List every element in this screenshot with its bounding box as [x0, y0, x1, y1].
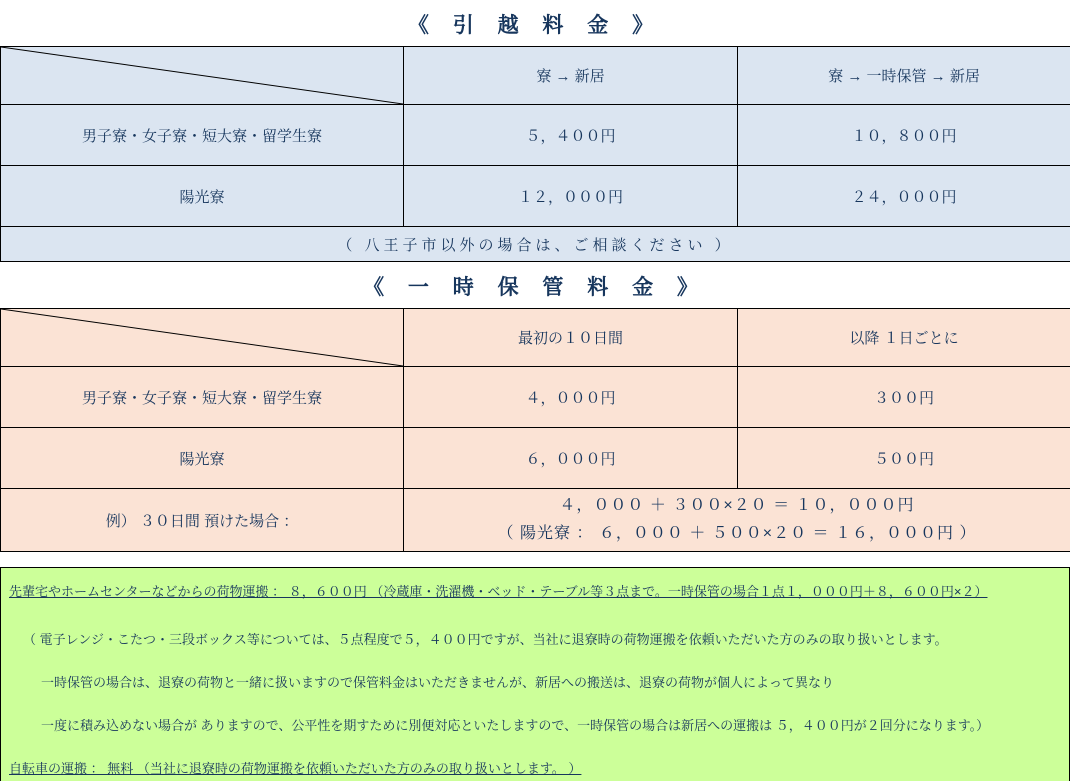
moving-note: （ 八王子市以外の場合は、ご相談ください ）	[1, 227, 1070, 262]
example-line-1: ４，０００ ＋ ３００×２０ ＝ １０，０００円	[559, 497, 915, 514]
note-small-items: （ 電子レンジ・こたつ・三段ボックス等については、５点程度で５，４００円ですが、当社に退寮時の荷物運搬を依頼いただいた方のみの取り扱いとします。	[23, 632, 948, 647]
moving-column-header-storage-new-home: 寮 → 一時保管 → 新居	[738, 47, 1070, 105]
table-row	[1, 166, 1070, 227]
storage-fee-table	[0, 308, 1070, 552]
table-row	[1, 105, 1070, 166]
fee-value: １２，０００円	[404, 166, 738, 227]
fee-value: ３００円	[738, 367, 1070, 428]
moving-note-row	[1, 227, 1070, 262]
fee-value: ６，０００円	[404, 428, 738, 489]
diagonal-line	[1, 309, 403, 366]
fee-value: ５，４００円	[404, 105, 738, 166]
example-label: 例） ３０日間 預けた場合 ：	[1, 489, 404, 552]
note-separate-delivery: 一度に積み込めない場合が ありますので、公平性を期すために別便対応といたしますので、一時保管の場合は新居への運搬は ５，４００円が２回分になります。）	[41, 718, 990, 733]
dorm-label: 陽光寮	[1, 428, 404, 489]
moving-header-row	[1, 47, 1070, 105]
note-luggage-transport: 先輩宅やホームセンターなどからの荷物運搬 ： ８，６００円 （冷蔵庫・洗濯機・ベッド・テーブル等３点まで。一時保管の場合１点１，０００円＋８，６００円×２）	[9, 584, 988, 599]
table-row	[1, 428, 1070, 489]
diagonal-line	[1, 47, 403, 104]
storage-example-row	[1, 489, 1070, 552]
dorm-label: 陽光寮	[1, 166, 404, 227]
fee-value: ５００円	[738, 428, 1070, 489]
storage-column-header-per-day: 以降 １日ごとに	[738, 309, 1070, 367]
example-calculation	[404, 489, 1070, 552]
note-bicycle-transport: 自転車の運搬 ： 無料 （当社に退寮時の荷物運搬を依頼いただいた方のみの取り扱いとします。 ）	[9, 761, 582, 776]
fee-value: ２４，０００円	[738, 166, 1070, 227]
note-storage-handling: 一時保管の場合は、退寮の荷物と一緒に扱いますので保管料金はいただきませんが、新居への搬送は、退寮の荷物が個人によって異なり	[41, 675, 835, 690]
diagonal-header-cell	[1, 309, 404, 367]
additional-notes-panel	[0, 567, 1070, 781]
moving-fee-table	[0, 46, 1070, 262]
moving-column-header-new-home: 寮 → 新居	[404, 47, 738, 105]
moving-fee-title: 《 引 越 料 金 》	[407, 14, 663, 37]
storage-fee-title: 《 一 時 保 管 料 金 》	[363, 276, 707, 299]
fee-value: ４，０００円	[404, 367, 738, 428]
fee-value: １０，８００円	[738, 105, 1070, 166]
dorm-label: 男子寮・女子寮・短大寮・留学生寮	[1, 367, 404, 428]
storage-header-row	[1, 309, 1070, 367]
storage-column-header-first10days: 最初の１０日間	[404, 309, 738, 367]
diagonal-header-cell	[1, 47, 404, 105]
example-line-2: （ 陽光寮 ： ６，０００ ＋ ５００×２０ ＝ １６，０００円 ）	[497, 525, 977, 542]
table-row	[1, 367, 1070, 428]
dorm-label: 男子寮・女子寮・短大寮・留学生寮	[1, 105, 404, 166]
